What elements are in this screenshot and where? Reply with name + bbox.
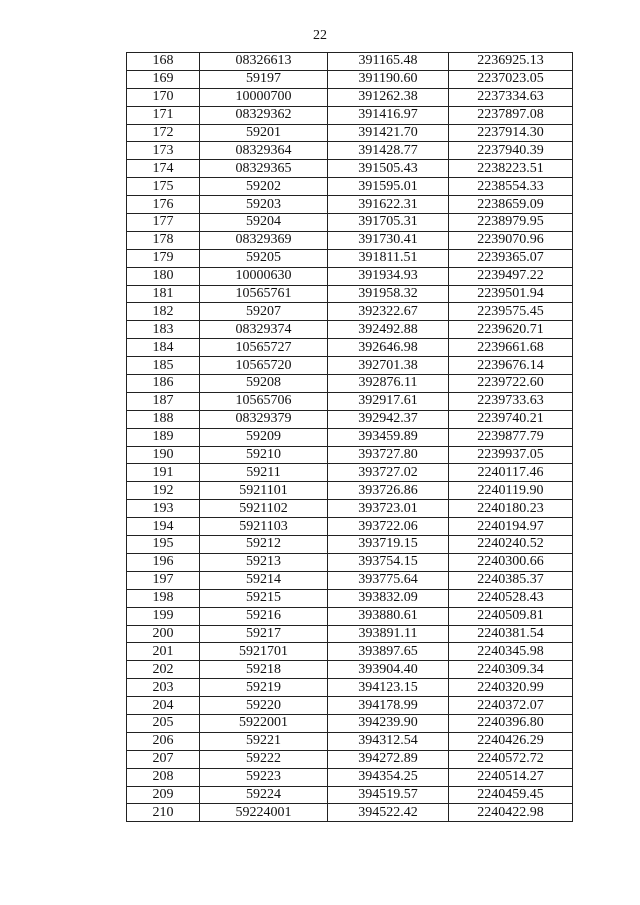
y-coordinate-cell: 2240426.29 — [449, 732, 573, 750]
point-id-cell: 59216 — [200, 607, 328, 625]
point-id-cell: 59209 — [200, 428, 328, 446]
point-number-cell: 208 — [127, 768, 200, 786]
y-coordinate-cell: 2240300.66 — [449, 553, 573, 571]
point-number-cell: 169 — [127, 70, 200, 88]
point-id-cell: 59212 — [200, 536, 328, 554]
point-number-cell: 210 — [127, 804, 200, 822]
y-coordinate-cell: 2238979.95 — [449, 214, 573, 232]
y-coordinate-cell: 2239497.22 — [449, 267, 573, 285]
point-number-cell: 193 — [127, 500, 200, 518]
point-number-cell: 170 — [127, 88, 200, 106]
table-row — [127, 518, 573, 536]
table-row — [127, 410, 573, 428]
point-number-cell: 187 — [127, 392, 200, 410]
point-id-cell: 5921102 — [200, 500, 328, 518]
table-row — [127, 124, 573, 142]
x-coordinate-cell: 391165.48 — [328, 53, 449, 71]
x-coordinate-cell: 394519.57 — [328, 786, 449, 804]
table-row — [127, 786, 573, 804]
x-coordinate-cell: 394312.54 — [328, 732, 449, 750]
x-coordinate-cell: 391262.38 — [328, 88, 449, 106]
y-coordinate-cell: 2237914.30 — [449, 124, 573, 142]
y-coordinate-cell: 2237940.39 — [449, 142, 573, 160]
point-id-cell: 59220 — [200, 697, 328, 715]
point-id-cell: 08329379 — [200, 410, 328, 428]
point-number-cell: 172 — [127, 124, 200, 142]
y-coordinate-cell: 2239722.60 — [449, 375, 573, 393]
point-number-cell: 185 — [127, 357, 200, 375]
y-coordinate-cell: 2240372.07 — [449, 697, 573, 715]
y-coordinate-cell: 2240194.97 — [449, 518, 573, 536]
point-number-cell: 178 — [127, 231, 200, 249]
point-number-cell: 198 — [127, 589, 200, 607]
y-coordinate-cell: 2239877.79 — [449, 428, 573, 446]
point-number-cell: 191 — [127, 464, 200, 482]
point-id-cell: 10565727 — [200, 339, 328, 357]
table-row — [127, 106, 573, 124]
x-coordinate-cell: 392322.67 — [328, 303, 449, 321]
point-id-cell: 59215 — [200, 589, 328, 607]
point-id-cell: 59204 — [200, 214, 328, 232]
table-row — [127, 750, 573, 768]
point-number-cell: 204 — [127, 697, 200, 715]
table-row — [127, 464, 573, 482]
table-row — [127, 428, 573, 446]
point-id-cell: 59224001 — [200, 804, 328, 822]
x-coordinate-cell: 394239.90 — [328, 714, 449, 732]
x-coordinate-cell: 391421.70 — [328, 124, 449, 142]
y-coordinate-cell: 2240528.43 — [449, 589, 573, 607]
point-id-cell: 10565706 — [200, 392, 328, 410]
x-coordinate-cell: 393727.02 — [328, 464, 449, 482]
y-coordinate-cell: 2237334.63 — [449, 88, 573, 106]
page-number: 22 — [313, 28, 327, 43]
point-number-cell: 176 — [127, 196, 200, 214]
x-coordinate-cell: 392942.37 — [328, 410, 449, 428]
y-coordinate-cell: 2240345.98 — [449, 643, 573, 661]
x-coordinate-cell: 394522.42 — [328, 804, 449, 822]
point-number-cell: 203 — [127, 679, 200, 697]
x-coordinate-cell: 393722.06 — [328, 518, 449, 536]
table-row — [127, 679, 573, 697]
y-coordinate-cell: 2239365.07 — [449, 249, 573, 267]
y-coordinate-cell: 2239620.71 — [449, 321, 573, 339]
point-number-cell: 183 — [127, 321, 200, 339]
table-row — [127, 625, 573, 643]
table-row — [127, 607, 573, 625]
x-coordinate-cell: 392917.61 — [328, 392, 449, 410]
point-id-cell: 10565761 — [200, 285, 328, 303]
y-coordinate-cell: 2240422.98 — [449, 804, 573, 822]
table-row — [127, 160, 573, 178]
y-coordinate-cell: 2240385.37 — [449, 571, 573, 589]
y-coordinate-cell: 2240180.23 — [449, 500, 573, 518]
y-coordinate-cell: 2240117.46 — [449, 464, 573, 482]
table-row — [127, 804, 573, 822]
point-number-cell: 188 — [127, 410, 200, 428]
point-id-cell: 59207 — [200, 303, 328, 321]
point-number-cell: 209 — [127, 786, 200, 804]
table-row — [127, 285, 573, 303]
point-number-cell: 207 — [127, 750, 200, 768]
table-row — [127, 196, 573, 214]
table-row — [127, 303, 573, 321]
point-number-cell: 189 — [127, 428, 200, 446]
point-number-cell: 177 — [127, 214, 200, 232]
point-number-cell: 168 — [127, 53, 200, 71]
y-coordinate-cell: 2238659.09 — [449, 196, 573, 214]
x-coordinate-cell: 391190.60 — [328, 70, 449, 88]
y-coordinate-cell: 2239070.96 — [449, 231, 573, 249]
table-row — [127, 321, 573, 339]
point-id-cell: 59219 — [200, 679, 328, 697]
table-row — [127, 661, 573, 679]
point-id-cell: 59203 — [200, 196, 328, 214]
point-number-cell: 192 — [127, 482, 200, 500]
point-id-cell: 08329362 — [200, 106, 328, 124]
point-id-cell: 59202 — [200, 178, 328, 196]
point-number-cell: 173 — [127, 142, 200, 160]
point-number-cell: 174 — [127, 160, 200, 178]
y-coordinate-cell: 2240509.81 — [449, 607, 573, 625]
table-row — [127, 446, 573, 464]
x-coordinate-cell: 394178.99 — [328, 697, 449, 715]
y-coordinate-cell: 2239501.94 — [449, 285, 573, 303]
x-coordinate-cell: 391730.41 — [328, 231, 449, 249]
point-id-cell: 10000630 — [200, 267, 328, 285]
table-row — [127, 553, 573, 571]
point-id-cell: 5921101 — [200, 482, 328, 500]
point-id-cell: 59210 — [200, 446, 328, 464]
point-id-cell: 08329364 — [200, 142, 328, 160]
y-coordinate-cell: 2238223.51 — [449, 160, 573, 178]
x-coordinate-cell: 393891.11 — [328, 625, 449, 643]
point-number-cell: 196 — [127, 553, 200, 571]
coordinates-table — [126, 52, 573, 822]
x-coordinate-cell: 393754.15 — [328, 553, 449, 571]
point-number-cell: 190 — [127, 446, 200, 464]
table-row — [127, 768, 573, 786]
x-coordinate-cell: 391811.51 — [328, 249, 449, 267]
table-row — [127, 249, 573, 267]
coordinates-table-body — [127, 53, 573, 822]
point-id-cell: 59197 — [200, 70, 328, 88]
table-row — [127, 697, 573, 715]
x-coordinate-cell: 391705.31 — [328, 214, 449, 232]
point-id-cell: 59205 — [200, 249, 328, 267]
x-coordinate-cell: 394123.15 — [328, 679, 449, 697]
table-row — [127, 732, 573, 750]
x-coordinate-cell: 393897.65 — [328, 643, 449, 661]
table-row — [127, 231, 573, 249]
table-row — [127, 142, 573, 160]
y-coordinate-cell: 2240240.52 — [449, 536, 573, 554]
y-coordinate-cell: 2240381.54 — [449, 625, 573, 643]
x-coordinate-cell: 392876.11 — [328, 375, 449, 393]
x-coordinate-cell: 393723.01 — [328, 500, 449, 518]
x-coordinate-cell: 391622.31 — [328, 196, 449, 214]
point-number-cell: 171 — [127, 106, 200, 124]
point-id-cell: 08329374 — [200, 321, 328, 339]
y-coordinate-cell: 2238554.33 — [449, 178, 573, 196]
point-id-cell: 10565720 — [200, 357, 328, 375]
table-row — [127, 267, 573, 285]
point-id-cell: 59208 — [200, 375, 328, 393]
x-coordinate-cell: 393775.64 — [328, 571, 449, 589]
y-coordinate-cell: 2240119.90 — [449, 482, 573, 500]
y-coordinate-cell: 2240396.80 — [449, 714, 573, 732]
point-number-cell: 180 — [127, 267, 200, 285]
table-row — [127, 714, 573, 732]
table-row — [127, 536, 573, 554]
x-coordinate-cell: 393904.40 — [328, 661, 449, 679]
point-number-cell: 201 — [127, 643, 200, 661]
table-row — [127, 214, 573, 232]
table-row — [127, 571, 573, 589]
point-id-cell: 5921103 — [200, 518, 328, 536]
x-coordinate-cell: 391416.97 — [328, 106, 449, 124]
point-number-cell: 195 — [127, 536, 200, 554]
x-coordinate-cell: 394272.89 — [328, 750, 449, 768]
y-coordinate-cell: 2237023.05 — [449, 70, 573, 88]
point-number-cell: 181 — [127, 285, 200, 303]
point-number-cell: 206 — [127, 732, 200, 750]
point-number-cell: 184 — [127, 339, 200, 357]
x-coordinate-cell: 393726.86 — [328, 482, 449, 500]
point-number-cell: 179 — [127, 249, 200, 267]
point-id-cell: 59217 — [200, 625, 328, 643]
x-coordinate-cell: 392701.38 — [328, 357, 449, 375]
y-coordinate-cell: 2237897.08 — [449, 106, 573, 124]
point-id-cell: 10000700 — [200, 88, 328, 106]
point-id-cell: 59222 — [200, 750, 328, 768]
point-id-cell: 08329369 — [200, 231, 328, 249]
y-coordinate-cell: 2239676.14 — [449, 357, 573, 375]
table-row — [127, 339, 573, 357]
y-coordinate-cell: 2239937.05 — [449, 446, 573, 464]
x-coordinate-cell: 393459.89 — [328, 428, 449, 446]
point-number-cell: 186 — [127, 375, 200, 393]
y-coordinate-cell: 2240572.72 — [449, 750, 573, 768]
point-number-cell: 199 — [127, 607, 200, 625]
point-id-cell: 59218 — [200, 661, 328, 679]
x-coordinate-cell: 394354.25 — [328, 768, 449, 786]
y-coordinate-cell: 2240320.99 — [449, 679, 573, 697]
point-number-cell: 200 — [127, 625, 200, 643]
table-row — [127, 392, 573, 410]
point-id-cell: 59223 — [200, 768, 328, 786]
table-row — [127, 589, 573, 607]
y-coordinate-cell: 2239661.68 — [449, 339, 573, 357]
point-id-cell: 59214 — [200, 571, 328, 589]
point-id-cell: 08329365 — [200, 160, 328, 178]
point-number-cell: 205 — [127, 714, 200, 732]
table-row — [127, 70, 573, 88]
point-number-cell: 182 — [127, 303, 200, 321]
point-number-cell: 194 — [127, 518, 200, 536]
x-coordinate-cell: 393832.09 — [328, 589, 449, 607]
x-coordinate-cell: 392492.88 — [328, 321, 449, 339]
table-row — [127, 482, 573, 500]
table-row — [127, 88, 573, 106]
table-row — [127, 53, 573, 71]
x-coordinate-cell: 392646.98 — [328, 339, 449, 357]
point-id-cell: 59221 — [200, 732, 328, 750]
x-coordinate-cell: 391958.32 — [328, 285, 449, 303]
table-row — [127, 643, 573, 661]
table-row — [127, 178, 573, 196]
point-number-cell: 175 — [127, 178, 200, 196]
x-coordinate-cell: 393727.80 — [328, 446, 449, 464]
table-row — [127, 357, 573, 375]
point-id-cell: 59224 — [200, 786, 328, 804]
point-id-cell: 59211 — [200, 464, 328, 482]
table-row — [127, 375, 573, 393]
point-id-cell: 5922001 — [200, 714, 328, 732]
y-coordinate-cell: 2240459.45 — [449, 786, 573, 804]
x-coordinate-cell: 393880.61 — [328, 607, 449, 625]
y-coordinate-cell: 2239740.21 — [449, 410, 573, 428]
point-number-cell: 202 — [127, 661, 200, 679]
point-id-cell: 59213 — [200, 553, 328, 571]
point-id-cell: 5921701 — [200, 643, 328, 661]
x-coordinate-cell: 391934.93 — [328, 267, 449, 285]
x-coordinate-cell: 393719.15 — [328, 536, 449, 554]
y-coordinate-cell: 2236925.13 — [449, 53, 573, 71]
point-id-cell: 59201 — [200, 124, 328, 142]
point-id-cell: 08326613 — [200, 53, 328, 71]
x-coordinate-cell: 391505.43 — [328, 160, 449, 178]
y-coordinate-cell: 2239733.63 — [449, 392, 573, 410]
y-coordinate-cell: 2239575.45 — [449, 303, 573, 321]
point-number-cell: 197 — [127, 571, 200, 589]
y-coordinate-cell: 2240309.34 — [449, 661, 573, 679]
x-coordinate-cell: 391428.77 — [328, 142, 449, 160]
table-row — [127, 500, 573, 518]
y-coordinate-cell: 2240514.27 — [449, 768, 573, 786]
x-coordinate-cell: 391595.01 — [328, 178, 449, 196]
